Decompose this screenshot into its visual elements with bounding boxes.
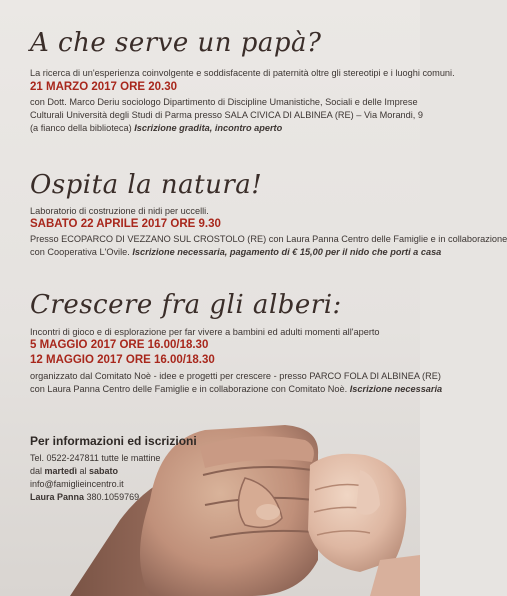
info-phone: Tel. 0522-247811 tutte le mattine: [30, 453, 161, 463]
event2-partner: con Cooperativa L'Ovile.: [30, 247, 133, 257]
child-fist: [308, 454, 420, 596]
event1-detail-line3: [30, 122, 282, 135]
info-title: Per informazioni ed iscrizioni: [30, 434, 197, 448]
event2-title: Ospita la natura!: [30, 170, 263, 200]
event2-date: SABATO 22 APRILE 2017 ORE 9.30: [30, 218, 221, 230]
event1-date: 21 MARZO 2017 ORE 20.30: [30, 81, 178, 93]
info-email[interactable]: info@famiglieincentro.it: [30, 479, 124, 489]
event3-detail-line1: organizzato dal Comitato Noè - idee e progetti per crescere - presso PARCO FOLA DI ALBINEA (RE): [30, 371, 441, 381]
info-day-end: sabato: [89, 466, 119, 476]
event3-title: Crescere fra gli alberi:: [30, 290, 342, 320]
info-day-start: martedì: [44, 466, 78, 476]
adult-fist: [140, 425, 318, 596]
event2-detail-line1: Presso ECOPARCO DI VEZZANO SUL CROSTOLO (RE) con Laura Panna Centro delle Famiglie e in collaborazione: [30, 234, 507, 244]
event3-partner: con Laura Panna Centro delle Famiglie e in collaborazione con Comitato Noè.: [30, 384, 350, 394]
info-days-mid: al: [77, 466, 90, 476]
event3-date-1: 5 MAGGIO 2017 ORE 16.00/18.30: [30, 339, 209, 351]
event3-date-2: 12 MAGGIO 2017 ORE 16.00/18.30: [30, 354, 215, 366]
event3-registration: Iscrizione necessaria: [349, 384, 443, 394]
event1-registration: Iscrizione gradita, incontro aperto: [134, 123, 283, 133]
info-contact-name: Laura Panna: [30, 492, 85, 502]
event2-description: Laboratorio di costruzione di nidi per uccelli.: [30, 206, 209, 216]
info-days-prefix: dal: [30, 466, 45, 476]
info-contact-phone: 380.1059769: [84, 492, 140, 502]
event1-detail-line1: con Dott. Marco Deriu sociologo Dipartimento di Discipline Umanistiche, Sociali e delle Imprese: [30, 97, 418, 107]
event2-detail-line2: [30, 246, 441, 259]
event3-description: Incontri di gioco e di esplorazione per far vivere a bambini ed adulti momenti all'aperto: [30, 327, 380, 337]
info-contact: [30, 491, 139, 504]
event1-location-note: (a fianco della biblioteca): [30, 123, 135, 133]
event3-detail-line2: [30, 383, 442, 396]
event2-registration: Iscrizione necessaria, pagamento di € 15,00 per il nido che porti a casa: [132, 247, 442, 257]
info-days: [30, 465, 118, 478]
event1-detail-line2: Culturali Università degli Studi di Parma presso SALA CIVICA DI ALBINEA (RE) – Via Morandi, 9: [30, 110, 424, 120]
event1-title: A che serve un papà?: [30, 28, 322, 58]
event1-description: La ricerca di un'esperienza coinvolgente e soddisfacente di paternità oltre gli stereotipi e i luoghi comuni.: [30, 68, 455, 78]
